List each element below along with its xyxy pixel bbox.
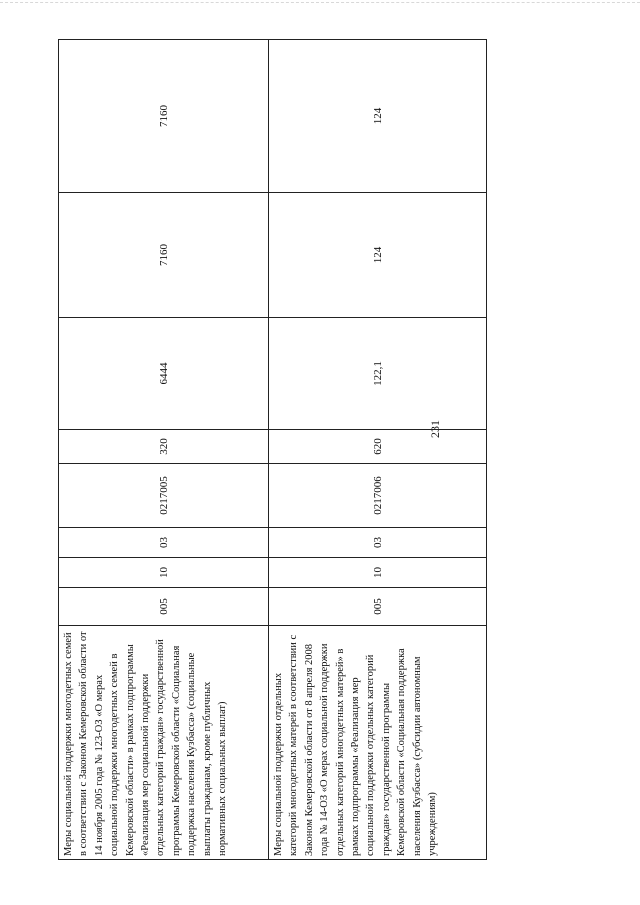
page-number: 231 (428, 420, 442, 438)
table-row (59, 40, 269, 860)
top-edge-line (0, 2, 640, 3)
row-1-amount-year-1: 6444 (59, 318, 269, 430)
row-1-ministry-code: 005 (59, 588, 269, 626)
row-1-expense-type: 320 (59, 430, 269, 464)
row-2-subsection-code: 03 (269, 528, 487, 558)
row-2-amount-year-2: 124 (269, 193, 487, 318)
row-1-amount-year-3: 7160 (59, 40, 269, 193)
row-2-target-article: 0217006 (269, 464, 487, 528)
row-1-target-article: 0217005 (59, 464, 269, 528)
row-2-amount-year-3: 124 (269, 40, 487, 193)
row-1-amount-year-2: 7160 (59, 193, 269, 318)
rotated-table-container (58, 40, 486, 860)
row-1-subsection-code: 03 (59, 528, 269, 558)
row-2-amount-year-1: 122,1 (269, 318, 487, 430)
row-2-name: Меры социальной поддержки отдельных категорий многодетных матерей в соответствии с Законом Кемеровской области от 8 апреля 2008 года № 14-ОЗ «О мерах социальной поддержки отдельных категорий многодетных матерей» в рамках подпрограммы «Реализация мер социальной поддержки отдельных категорий граждан» государственной программы Кемеровской области «Социальная поддержка населения Кузбасса» (субсидии автономным учреждениям) (269, 626, 487, 860)
row-1-name: Меры социальной поддержки многодетных семей в соответствии с Законом Кемеровской области от 14 ноября 2005 года № 123-ОЗ «О мерах социальной поддержки многодетных семей в Кемеровской области» в рамках подпрограммы «Реализация мер социальной поддержки отдельных категорий граждан» государственной программы Кемеровской области «Социальная поддержка населения Кузбасса» (социальные выплаты гражданам, кроме публичных нормативных социальных выплат) (59, 626, 269, 860)
budget-table (58, 39, 487, 860)
row-2-section-code: 10 (269, 558, 487, 588)
row-2-ministry-code: 005 (269, 588, 487, 626)
table-row (269, 40, 487, 860)
row-1-section-code: 10 (59, 558, 269, 588)
row-2-expense-type: 620 (269, 430, 487, 464)
